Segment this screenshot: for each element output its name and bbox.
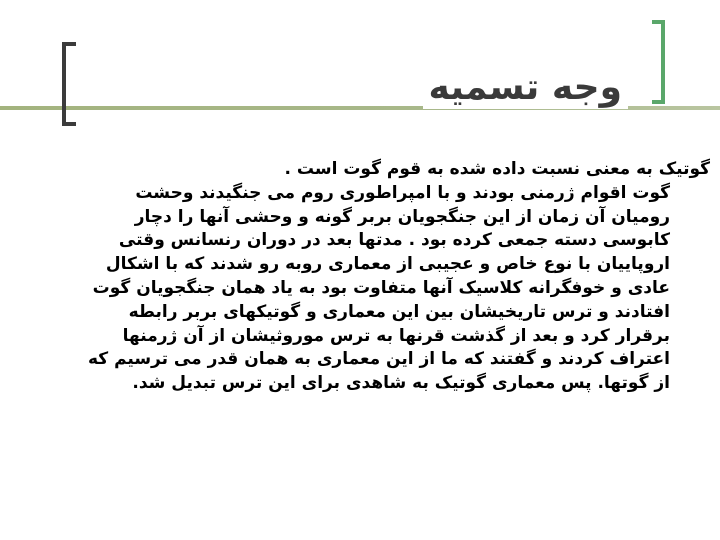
left-bracket-decoration bbox=[62, 42, 76, 126]
body-paragraph: گوت اقوام ژرمنی بودند و با امپراطوری روم می جنگیدند وحشت رومیان آن زمان از این جنگجویان بربر گونه و وحشی آنها را دچار کابوسی دسته جمعی کرده بود . مدتها بعد در دوران رنسانس وقتی اروپاییان با نوع خاص و عجیبی از معماری روبه رو شدند که با اشکال عادی و خوفگرانه کلاسیک آنها متفاوت بود به یاد همان جنگجویان گوت افتادند و ترس تاریخیشان بین این معماری و گوتیکهای بربر رابطه برقرار کرد و بعد از گذشت قرنها به ترس موروثیشان از آن ژرمنها اعتراف کردند و گفتند که ما از این معماری به همان قدر می ترسیم که از گوتها. پس معماری گوتیک به شاهدی برای این ترس تبدیل شد. bbox=[87, 182, 670, 394]
right-bracket-decoration bbox=[652, 20, 665, 104]
slide-body-text bbox=[82, 158, 710, 396]
slide-title: وجه تسمیه bbox=[423, 66, 629, 109]
body-lead-sentence: گوتیک به معنی نسبت داده شده به قوم گوت است . bbox=[284, 159, 710, 179]
